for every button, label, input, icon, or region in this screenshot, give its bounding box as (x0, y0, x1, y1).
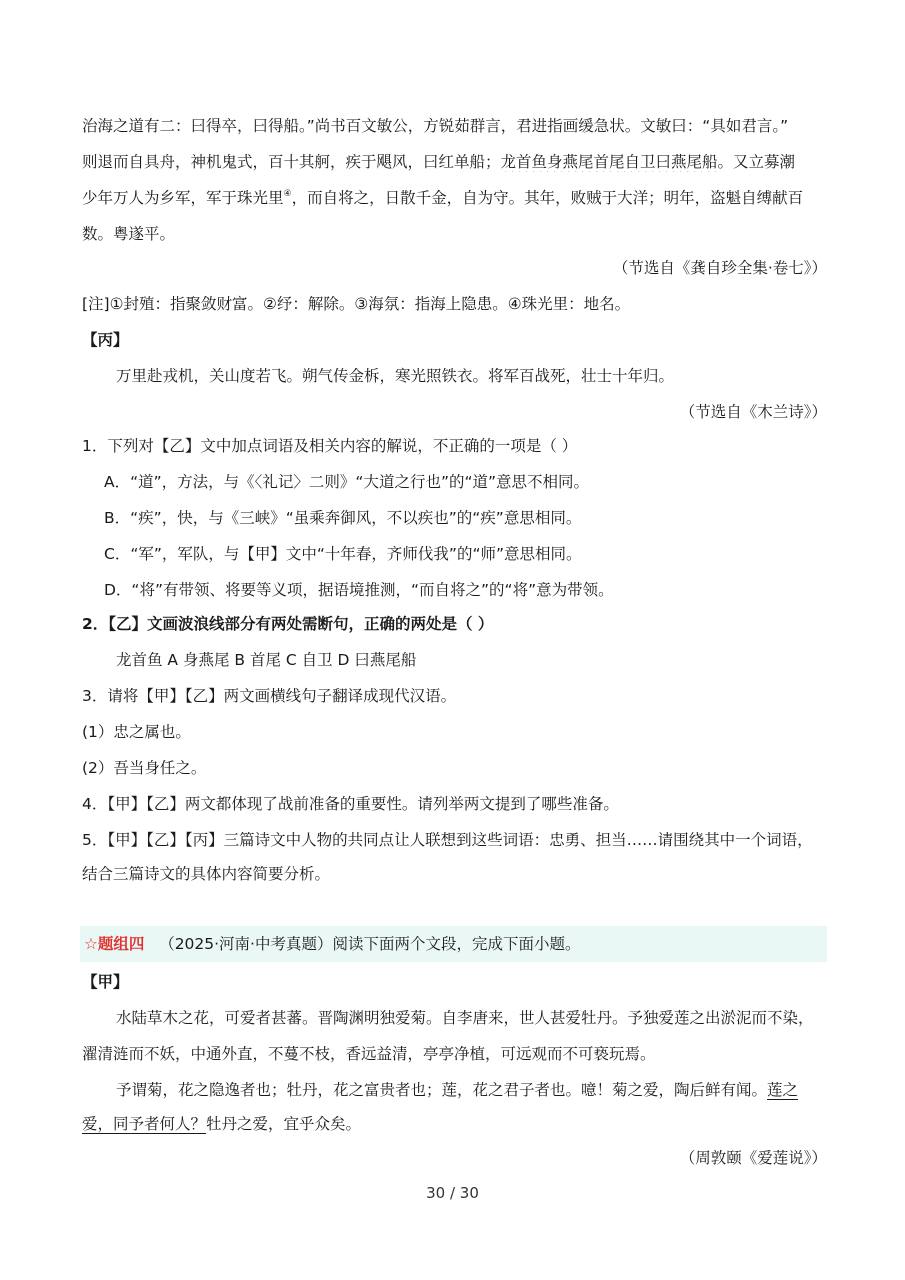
passage-jia-p2-line-2 (82, 1114, 827, 1134)
footnote-marker: ④ (283, 189, 292, 199)
passage-jia-p1-line-2: 濯清涟而不妖，中通外直，不蔓不枝，香远益清，亭亭净植，可远观而不可亵玩焉。 (82, 1045, 656, 1063)
passage-jia-heading: 【甲】 (82, 973, 129, 991)
question-3-item-2: (2）吾当身任之。 (82, 759, 207, 777)
question-5-line-1: 5．【甲】【乙】【丙】三篇诗文中人物的共同点让人联想到这些词语：忠勇、担当……请围绕其中一个词语， (82, 831, 813, 849)
question-1-option-a: A．“道”，方法，与《〈礼记〉二则》“大道之行也”的“道”意思不相同。 (104, 473, 590, 491)
text-span: 少年万人为乡军，军于珠光里 (82, 189, 284, 207)
passage-jia-p2-line-1 (116, 1080, 827, 1100)
passage-bing-source: （节选自《木兰诗》） (679, 403, 827, 421)
question-1-option-b: B．“疾”，快，与《三峡》“虽乘奔御风，不以疾也”的“疾”意思相同。 (104, 509, 582, 527)
question-1-option-c: C．“军”，军队，与【甲】文中“十年春，齐师伐我”的“师”意思相同。 (104, 545, 582, 563)
passage-bing-text: 万里赴戎机，关山度若飞。朔气传金柝，寒光照铁衣。将军百战死，壮士十年归。 (116, 367, 675, 385)
section-header-bar (80, 926, 827, 962)
question-2-text: 龙首鱼 A 身燕尾 B 首尾 C 自卫 D 曰燕尾船 (116, 651, 417, 669)
page-number: 30 / 30 (426, 1184, 479, 1202)
text-span: 牡丹之爱，宜乎众矣。 (206, 1115, 362, 1133)
wavy-underlined-text: 龙首鱼身燕尾首尾自卫曰燕尾船 (500, 153, 718, 171)
passage-yi-line-4: 数。粤遂平。 (82, 225, 176, 243)
passage-yi-line-3 (82, 188, 827, 208)
text-span: ，而自将之，日散千金，自为守。其年，败贼于大洋；明年，盗魁自缚献百 (291, 189, 804, 207)
underlined-text: 爱，同予者何人？ (82, 1115, 207, 1133)
question-3: 3．请将【甲】【乙】两文画横线句子翻译成现代汉语。 (82, 687, 457, 705)
passage-yi-line-1: 治海之道有二：曰得卒，曰得船。”尚书百文敏公，方锐茹群言，君进指画缓急状。文敏曰：“具如君言。” (82, 117, 789, 135)
question-3-item-1: (1）忠之属也。 (82, 723, 191, 741)
question-1: 1．下列对【乙】文中加点词语及相关内容的解说，不正确的一项是（ ） (82, 437, 578, 455)
passage-yi-source: （节选自《龚自珍全集·卷七》） (612, 259, 827, 277)
passage-jia-source: （周敦颐《爱莲说》） (679, 1149, 827, 1167)
question-1-option-d: D．“将”有带领、将要等义项，据语境推测，“而自将之”的“将”意为带领。 (104, 581, 614, 599)
question-2: 2．【乙】文画波浪线部分有两处需断句，正确的两处是（ ） (82, 615, 494, 633)
text-span: 予谓菊，花之隐逸者也；牡丹，花之富贵者也；莲，花之君子者也。噫！菊之爱，陶后鲜有闻。 (116, 1081, 768, 1099)
passage-jia-p1-line-1: 水陆草木之花，可爱者甚蕃。晋陶渊明独爱菊。自李唐来，世人甚爱牡丹。予独爱莲之出淤泥而不染， (116, 1009, 814, 1027)
question-5-line-2: 结合三篇诗文的具体内容简要分析。 (82, 865, 331, 883)
text-span: 则退而自具舟，神机鬼式，百十其舸，疾于飓风，曰红单船； (82, 153, 501, 171)
passage-yi-line-2 (82, 152, 827, 172)
passage-yi-note: [注]①封殖：指聚敛财富。②纾：解除。③海氛：指海上隐患。④珠光里：地名。 (82, 295, 631, 313)
section-title: ☆题组四 (84, 935, 145, 953)
passage-bing-heading: 【丙】 (82, 331, 129, 349)
text-span: 。又立募潮 (717, 153, 796, 171)
question-4: 4．【甲】【乙】两文都体现了战前准备的重要性。请列举两文提到了哪些准备。 (82, 795, 619, 813)
section-header (84, 934, 824, 954)
section-description: （2025·河南·中考真题）阅读下面两个文段，完成下面小题。 (159, 935, 581, 953)
underlined-text: 莲之 (767, 1081, 799, 1099)
